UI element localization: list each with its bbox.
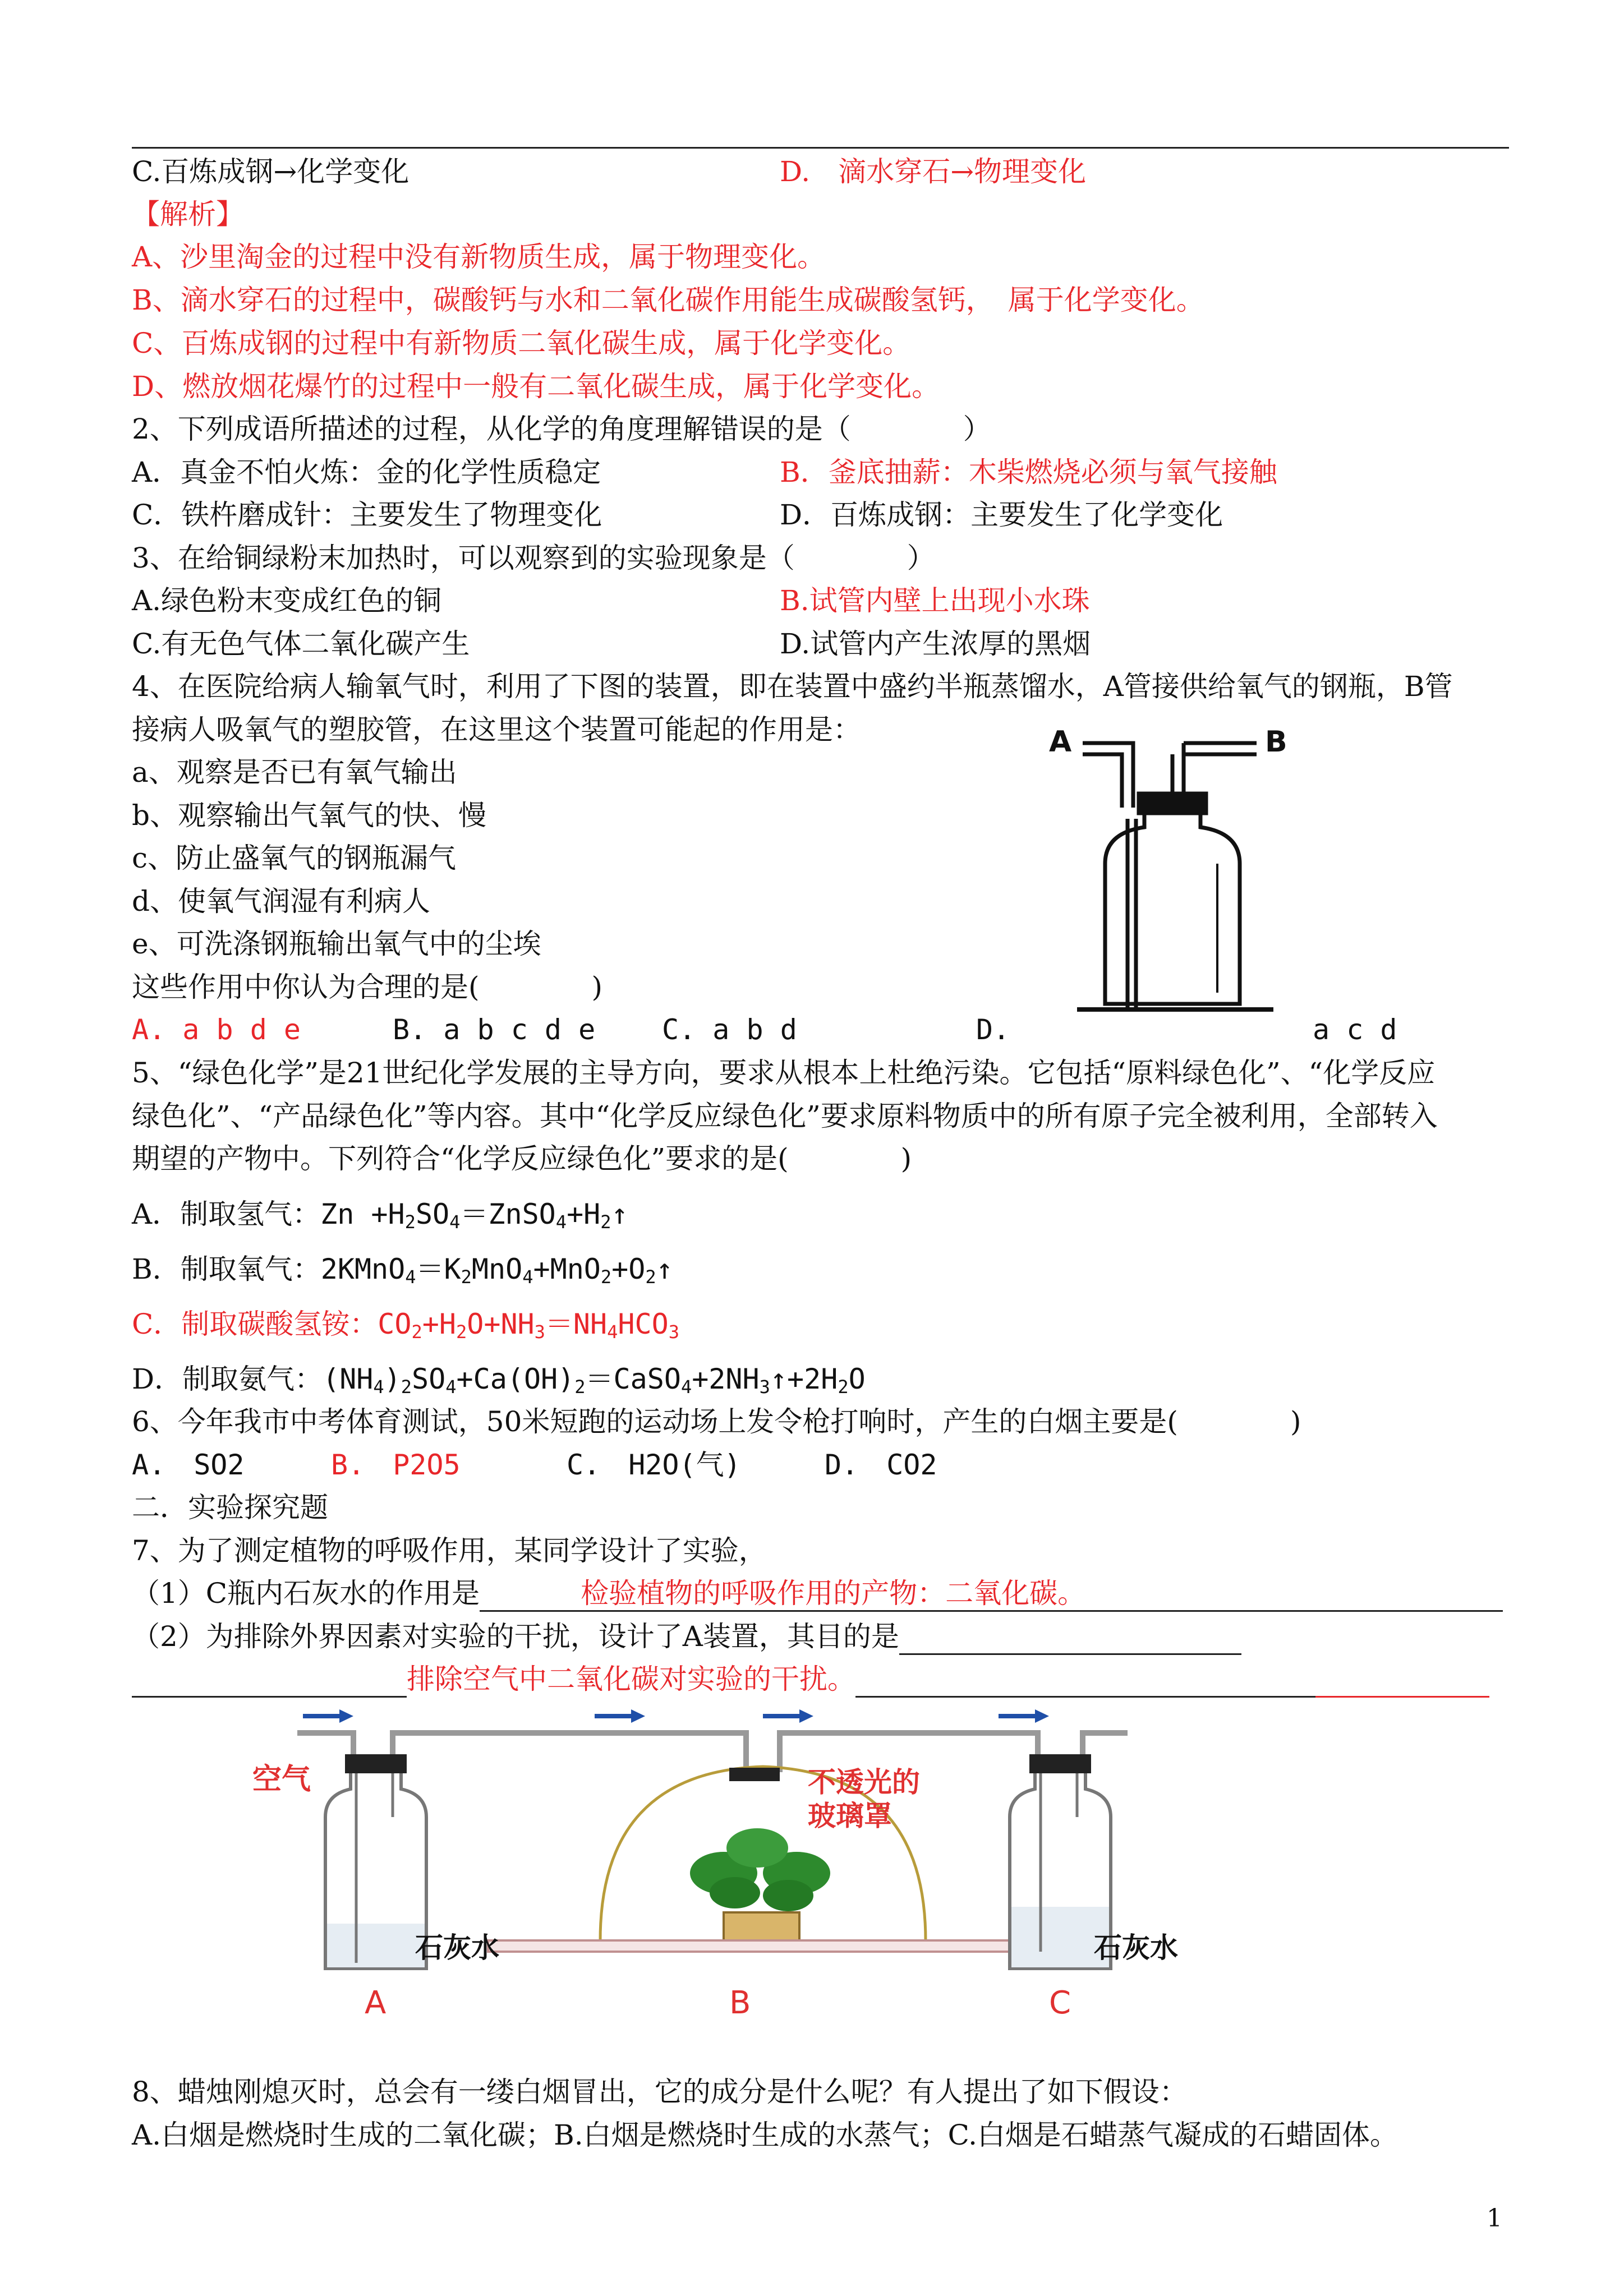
q7-part-2-answer-line (132, 1662, 1489, 1698)
q4-option-d-value: a c d (1313, 1013, 1397, 1046)
q2-option-d: D．百炼成钢：主要发生了化学变化 (780, 499, 1223, 531)
q7-part-1-prefix: （1）C瓶内石灰水的作用是 (132, 1577, 480, 1610)
label-cover-line-1: 不透光的 (808, 1766, 920, 1799)
fig-label-a: A (1049, 725, 1072, 759)
q5-option-d-equation: $(NH_4)_2SO_4+Ca(OH)_2=CaSO_4+2NH_3↑+2H_2O$ (323, 1363, 866, 1398)
q7-part-2-lead-blank (132, 1662, 407, 1698)
q4-option-d: D. (976, 1013, 1010, 1046)
q5-option-d (132, 1362, 866, 1404)
q4-item-e: e、可洗涤钢瓶输出氧气中的尘埃 (132, 928, 541, 960)
q6-option-b: B. P2O5 (331, 1449, 461, 1481)
q3-option-a: A.绿色粉末变成红色的铜 (132, 584, 442, 617)
q5-option-a (132, 1197, 628, 1239)
gas-wash-bottle-figure (1043, 718, 1301, 1032)
q7-stem: 7、为了测定植物的呼吸作用，某同学设计了实验， (132, 1534, 767, 1567)
q8-stem: 8、蜡烛刚熄灭时，总会有一缕白烟冒出，它的成分是什么呢？有人提出了如下假设： (132, 2076, 1188, 2108)
q2-option-b: B．釜底抽薪：木柴燃烧必须与氧气接触 (780, 456, 1277, 488)
q5-option-d-prefix: D．制取氨气： (132, 1363, 323, 1395)
q2-stem: 2、下列成语所描述的过程，从化学的角度理解错误的是（ ） (132, 413, 991, 445)
q7-part-2 (132, 1620, 1241, 1655)
q2-option-c: C．铁杵磨成针：主要发生了物理变化 (132, 499, 602, 531)
q4-stem-line-2: 接病人吸氧气的塑胶管，在这里这个装置可能起的作用是： (132, 713, 861, 746)
label-c: C (1049, 1985, 1071, 2021)
q5-option-b-equation: $2KMnO_4=K_2MnO_4+MnO_2+O_2↑$ (320, 1253, 673, 1288)
q2-option-a: A．真金不怕火炼：金的化学性质稳定 (132, 456, 601, 488)
label-air: 空气 (252, 1763, 311, 1796)
q1-analysis-heading: 【解析】 (132, 198, 244, 230)
q1-analysis-a: A、沙里淘金的过程中没有新物质生成，属于物理变化。 (132, 241, 826, 273)
q4-item-d: d、使氧气润湿有利病人 (132, 885, 431, 918)
q4-ask: 这些作用中你认为合理的是( ) (132, 971, 603, 1003)
q5-option-a-prefix: A．制取氢气： (132, 1198, 321, 1230)
q4-item-c: c、防止盛氧气的钢瓶漏气 (132, 842, 457, 874)
q5-option-c-equation: $CO_2+H_2O+NH_3=NH_4HCO_3$ (378, 1308, 679, 1343)
q1-option-d: D. 滴水穿石→物理变化 (780, 155, 1087, 188)
q1-analysis-b: B、滴水穿石的过程中，碳酸钙与水和二氧化碳作用能生成碳酸氢钙， 属于化学变化。 (132, 284, 1204, 316)
q5-option-c (132, 1307, 679, 1349)
q7-part-2-red-blank (1315, 1662, 1489, 1698)
q7-part-2-answer: 排除空气中二氧化碳对实验的干扰。 (407, 1663, 855, 1695)
plant-icon (690, 1828, 830, 1940)
q6-option-d: D. CO2 (825, 1449, 937, 1481)
section-heading: 二．实验探究题 (132, 1491, 328, 1524)
q4-stem-line-1: 4、在医院给病人输氧气时，利用了下图的装置，即在装置中盛约半瓶蒸馏水，A管接供给氧气的钢瓶，B管 (132, 670, 1453, 703)
q7-part-2-blank[interactable] (899, 1620, 1241, 1655)
q3-option-d: D.试管内产生浓厚的黑烟 (780, 628, 1091, 660)
q3-stem: 3、在给铜绿粉末加热时，可以观察到的实验现象是（ ） (132, 542, 935, 574)
label-a: A (365, 1985, 387, 2021)
q4-item-b: b、观察输出气氧气的快、慢 (132, 799, 487, 832)
q8-hypotheses: A.白烟是燃烧时生成的二氧化碳；B.白烟是燃烧时生成的水蒸气；C.白烟是石蜡蒸气凝成的石蜡固体。 (132, 2119, 1398, 2151)
q7-part-2-tail-blank (855, 1662, 1315, 1698)
q5-line-1: 5、“绿色化学”是21世纪化学发展的主导方向，要求从根本上杜绝污染。它包括“原料绿色化”、“化学反应 (132, 1057, 1436, 1089)
q4-item-a: a、观察是否已有氧气输出 (132, 756, 457, 789)
q4-option-a: A. a b d e (132, 1013, 301, 1046)
q6-option-a: A. SO2 (132, 1449, 245, 1481)
header-rule (132, 147, 1509, 149)
q3-option-c: C.有无色气体二氧化碳产生 (132, 628, 470, 660)
q6-stem: 6、今年我市中考体育测试，50米短跑的运动场上发令枪打响时，产生的白烟主要是( ) (132, 1405, 1301, 1438)
q5-option-b-prefix: B．制取氧气： (132, 1253, 321, 1285)
q4-option-c: C. a b d (662, 1013, 797, 1046)
airflow-arrows (303, 1709, 1049, 1723)
q7-part-1 (132, 1576, 1503, 1612)
page-number: 1 (1487, 2204, 1502, 2233)
q6-option-c: C. H2O(气) (567, 1449, 741, 1481)
q7-part-1-answer-blank[interactable] (480, 1576, 1503, 1612)
q5-option-b (132, 1252, 673, 1294)
q1-analysis-c: C、百炼成钢的过程中有新物质二氧化碳生成，属于化学变化。 (132, 327, 911, 359)
label-lime-water-a: 石灰水 (415, 1931, 499, 1964)
respiration-experiment-figure (241, 1705, 1251, 2058)
table-board (488, 1940, 1071, 1952)
q7-part-2-prefix: （2）为排除外界因素对实验的干扰，设计了A装置，其目的是 (132, 1620, 899, 1653)
wash-bottle-icon (1077, 743, 1273, 1009)
q3-option-b: B.试管内壁上出现小水珠 (780, 584, 1090, 617)
q4-option-b: B. a b c d e (393, 1013, 596, 1046)
q5-line-3: 期望的产物中。下列符合“化学反应绿色化”要求的是( ) (132, 1142, 912, 1175)
label-lime-water-c: 石灰水 (1094, 1931, 1178, 1964)
q5-line-2: 绿色化”、“产品绿色化”等内容。其中“化学反应绿色化”要求原料物质中的所有原子完全被利用，全部转入 (132, 1100, 1438, 1132)
fig-label-b: B (1265, 725, 1287, 759)
bottle-a-icon (325, 1754, 426, 1968)
q5-option-a-equation: $Zn +H_2SO_4=ZnSO_4+H_2↑$ (320, 1198, 628, 1233)
label-cover-line-2: 玻璃罩 (808, 1800, 892, 1832)
label-b: B (729, 1985, 751, 2021)
q1-analysis-d: D、燃放烟花爆竹的过程中一般有二氧化碳生成，属于化学变化。 (132, 370, 940, 403)
q1-option-c: C.百炼成钢→化学变化 (132, 155, 410, 188)
q5-option-c-prefix: C．制取碳酸氢铵： (132, 1308, 378, 1340)
q7-part-1-answer: 检验植物的呼吸作用的产物：二氧化碳。 (581, 1577, 1086, 1610)
